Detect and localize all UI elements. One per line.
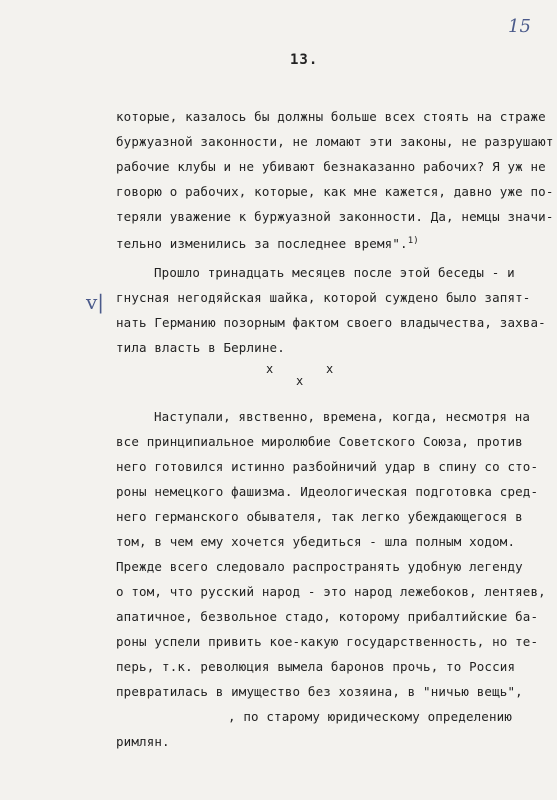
paragraph-line: него готовился истинно разбойничий удар в спину со сто- bbox=[116, 459, 539, 474]
paragraph-line: которые, казалось бы должны больше всех стоять на страже bbox=[116, 109, 546, 124]
section-separator-mark: x bbox=[266, 362, 274, 376]
paragraph-line: том, в чем ему хочется убедиться - шла полным ходом. bbox=[116, 534, 516, 549]
paragraph-line: апатичное, безвольное стадо, которому прибалтийские ба- bbox=[116, 609, 539, 624]
section-separator-mark: x bbox=[296, 374, 304, 388]
paragraph-line: Прошло тринадцать месяцев после этой беседы - и bbox=[154, 265, 515, 280]
paragraph-line: Прежде всего следовало распространять удобную легенду bbox=[116, 559, 523, 574]
paragraph-line bbox=[116, 229, 419, 256]
paragraph-line: все принципиальное миролюбие Советского Союза, против bbox=[116, 434, 523, 449]
paragraph-line: перь, т.к. революция вымела баронов прочь, то Россия bbox=[116, 659, 516, 674]
paragraph-line: , по старому юридическому определению bbox=[228, 709, 512, 724]
paragraph-line: буржуазной законности, не ломают эти законы, не разрушают bbox=[116, 134, 554, 149]
footnote-reference: 1) bbox=[407, 236, 419, 246]
paragraph-line: роны успели привить кое-какую государственность, но те- bbox=[116, 634, 539, 649]
paragraph-line: него германского обывателя, так легко убеждающегося в bbox=[116, 509, 523, 524]
paragraph-line-text: тельно изменились за последнее время". bbox=[116, 236, 408, 252]
handwritten-page-mark: 15 bbox=[508, 16, 531, 37]
paragraph-line: превратилась в имущество без хозяина, в "ничью вещь", bbox=[116, 684, 523, 699]
page-number: 13. bbox=[290, 52, 319, 68]
paragraph-line: говорю о рабочих, которые, как мне кажется, давно уже по- bbox=[116, 184, 554, 199]
paragraph-line: теряли уважение к буржуазной законности. Да, немцы значи- bbox=[116, 209, 554, 224]
margin-check-mark: v| bbox=[86, 290, 105, 314]
paragraph-line: нать Германию позорным фактом своего владычества, захва- bbox=[116, 315, 546, 330]
paragraph-line: тила власть в Берлине. bbox=[116, 340, 285, 355]
paragraph-line: Наступали, явственно, времена, когда, несмотря на bbox=[154, 409, 531, 424]
paragraph-line: гнусная негодяйская шайка, которой суждено было запят- bbox=[116, 290, 531, 305]
paragraph-line: о том, что русский народ - это народ лежебоков, лентяев, bbox=[116, 584, 546, 599]
paragraph-line: римлян. bbox=[116, 734, 170, 749]
paragraph-line: роны немецкого фашизма. Идеологическая подготовка сред- bbox=[116, 484, 539, 499]
section-separator-mark: x bbox=[326, 362, 334, 376]
paragraph-line: рабочие клубы и не убивают безнаказанно рабочих? Я уж не bbox=[116, 159, 546, 174]
